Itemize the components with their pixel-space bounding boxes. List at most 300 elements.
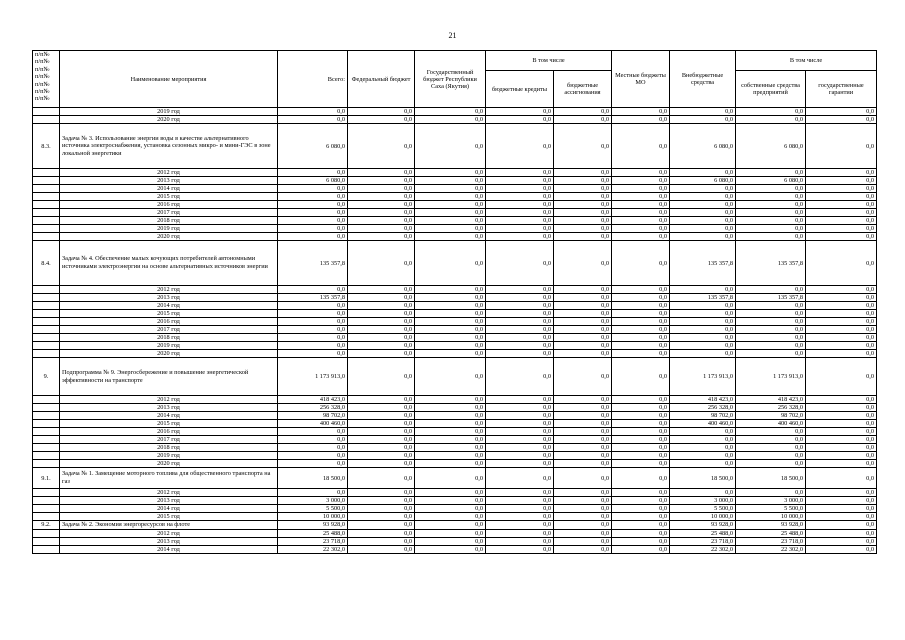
row-value: 0,0 xyxy=(612,460,670,468)
row-value: 23 718,0 xyxy=(670,537,736,545)
row-value: 1 173 913,0 xyxy=(278,358,348,396)
row-name: Задача № 4. Обеспечение малых кочующих потребителей автономными источниками электроэнергии на основе альтернативных источников энергии xyxy=(60,241,278,286)
row-value: 0,0 xyxy=(554,428,612,436)
row-value: 0,0 xyxy=(670,193,736,201)
row-value: 0,0 xyxy=(415,302,486,310)
row-value: 0,0 xyxy=(278,108,348,116)
row-value: 0,0 xyxy=(415,193,486,201)
row-value: 0,0 xyxy=(670,233,736,241)
row-value: 0,0 xyxy=(348,521,415,530)
table-row xyxy=(33,225,877,233)
row-value: 0,0 xyxy=(486,396,554,404)
row-value: 0,0 xyxy=(612,358,670,396)
header-num xyxy=(33,51,60,108)
row-value: 0,0 xyxy=(554,452,612,460)
row-value: 0,0 xyxy=(348,294,415,302)
row-index xyxy=(33,537,60,545)
row-value: 0,0 xyxy=(670,452,736,460)
row-value: 22 302,0 xyxy=(670,545,736,553)
row-value: 0,0 xyxy=(486,209,554,217)
row-value: 0,0 xyxy=(278,444,348,452)
row-value: 98 702,0 xyxy=(736,412,806,420)
row-value: 135 357,8 xyxy=(670,241,736,286)
row-value: 0,0 xyxy=(612,217,670,225)
row-value: 0,0 xyxy=(554,209,612,217)
row-value: 0,0 xyxy=(806,468,877,489)
table-row xyxy=(33,169,877,177)
row-value: 0,0 xyxy=(278,217,348,225)
row-value: 0,0 xyxy=(348,241,415,286)
row-value: 0,0 xyxy=(670,310,736,318)
row-value: 0,0 xyxy=(486,169,554,177)
row-value: 0,0 xyxy=(670,342,736,350)
row-value: 0,0 xyxy=(806,436,877,444)
row-value: 0,0 xyxy=(806,444,877,452)
row-value: 135 357,8 xyxy=(278,294,348,302)
budget-table xyxy=(32,50,877,554)
row-index xyxy=(33,217,60,225)
row-value: 0,0 xyxy=(554,505,612,513)
row-value: 0,0 xyxy=(806,513,877,521)
row-value: 0,0 xyxy=(278,310,348,318)
row-value: 0,0 xyxy=(612,169,670,177)
row-value: 0,0 xyxy=(806,545,877,553)
row-value: 0,0 xyxy=(486,489,554,497)
row-value: 0,0 xyxy=(415,108,486,116)
row-value: 0,0 xyxy=(415,124,486,169)
row-value: 0,0 xyxy=(348,350,415,358)
row-value: 0,0 xyxy=(415,225,486,233)
row-value: 0,0 xyxy=(612,302,670,310)
row-value: 0,0 xyxy=(806,404,877,412)
row-value: 0,0 xyxy=(806,302,877,310)
row-value: 0,0 xyxy=(736,225,806,233)
row-value: 0,0 xyxy=(612,537,670,545)
row-index xyxy=(33,233,60,241)
row-value: 0,0 xyxy=(415,545,486,553)
row-value: 0,0 xyxy=(736,489,806,497)
row-value: 0,0 xyxy=(554,342,612,350)
row-value: 0,0 xyxy=(415,294,486,302)
row-year: 2015 год xyxy=(60,420,278,428)
row-value: 0,0 xyxy=(278,201,348,209)
row-value: 6 080,0 xyxy=(278,124,348,169)
row-value: 0,0 xyxy=(806,396,877,404)
row-index xyxy=(33,404,60,412)
row-value: 0,0 xyxy=(415,326,486,334)
row-value: 0,0 xyxy=(670,489,736,497)
header-name: Наименование мероприятия xyxy=(60,51,278,108)
row-value: 0,0 xyxy=(486,108,554,116)
table-row xyxy=(33,350,877,358)
row-value: 0,0 xyxy=(806,412,877,420)
row-value: 0,0 xyxy=(554,193,612,201)
row-index xyxy=(33,529,60,537)
row-value: 22 302,0 xyxy=(278,545,348,553)
row-value: 0,0 xyxy=(670,217,736,225)
row-value: 0,0 xyxy=(348,342,415,350)
row-value: 0,0 xyxy=(278,350,348,358)
table-row xyxy=(33,444,877,452)
row-value: 0,0 xyxy=(806,201,877,209)
row-value: 0,0 xyxy=(278,286,348,294)
table-row xyxy=(33,420,877,428)
row-year: 2014 год xyxy=(60,545,278,553)
row-index: 9. xyxy=(33,358,60,396)
row-value: 0,0 xyxy=(612,396,670,404)
row-value: 0,0 xyxy=(348,209,415,217)
table-row xyxy=(33,460,877,468)
table-row xyxy=(33,342,877,350)
row-value: 0,0 xyxy=(554,537,612,545)
row-value: 0,0 xyxy=(486,452,554,460)
row-value: 0,0 xyxy=(486,302,554,310)
row-value: 0,0 xyxy=(278,436,348,444)
table-row xyxy=(33,452,877,460)
row-year: 2020 год xyxy=(60,116,278,124)
table-row xyxy=(33,241,877,286)
row-value: 0,0 xyxy=(612,318,670,326)
row-value: 0,0 xyxy=(278,209,348,217)
row-value: 0,0 xyxy=(670,302,736,310)
row-value: 0,0 xyxy=(806,209,877,217)
row-value: 0,0 xyxy=(415,342,486,350)
row-index xyxy=(33,225,60,233)
row-value: 0,0 xyxy=(348,310,415,318)
table-row xyxy=(33,537,877,545)
row-value: 0,0 xyxy=(612,201,670,209)
row-value: 0,0 xyxy=(806,193,877,201)
row-year: 2019 год xyxy=(60,452,278,460)
table-row xyxy=(33,302,877,310)
row-value: 0,0 xyxy=(670,436,736,444)
row-index xyxy=(33,497,60,505)
row-value: 135 357,8 xyxy=(736,294,806,302)
row-value: 135 357,8 xyxy=(670,294,736,302)
row-year: 2020 год xyxy=(60,350,278,358)
row-value: 0,0 xyxy=(612,116,670,124)
row-value: 0,0 xyxy=(806,310,877,318)
row-index xyxy=(33,444,60,452)
row-value: 0,0 xyxy=(486,233,554,241)
row-value: 0,0 xyxy=(736,233,806,241)
row-year: 2016 год xyxy=(60,201,278,209)
row-value: 0,0 xyxy=(612,468,670,489)
row-value: 0,0 xyxy=(415,241,486,286)
row-value: 0,0 xyxy=(736,193,806,201)
row-value: 0,0 xyxy=(486,420,554,428)
row-value: 0,0 xyxy=(348,420,415,428)
row-value: 0,0 xyxy=(612,436,670,444)
row-value: 1 173 913,0 xyxy=(670,358,736,396)
row-value: 0,0 xyxy=(486,294,554,302)
row-value: 10 000,0 xyxy=(736,513,806,521)
header-incl-2: В том числе xyxy=(736,51,877,71)
row-value: 0,0 xyxy=(554,468,612,489)
header-total: Всего: xyxy=(278,51,348,108)
row-value: 400 460,0 xyxy=(278,420,348,428)
row-value: 0,0 xyxy=(554,489,612,497)
row-value: 0,0 xyxy=(736,452,806,460)
row-value: 0,0 xyxy=(806,497,877,505)
row-value: 0,0 xyxy=(415,444,486,452)
row-value: 0,0 xyxy=(415,396,486,404)
row-index xyxy=(33,108,60,116)
row-index xyxy=(33,326,60,334)
row-value: 0,0 xyxy=(670,318,736,326)
row-value: 5 500,0 xyxy=(670,505,736,513)
row-value: 0,0 xyxy=(612,334,670,342)
row-year: 2013 год xyxy=(60,177,278,185)
row-value: 0,0 xyxy=(415,505,486,513)
row-value: 0,0 xyxy=(486,497,554,505)
row-value: 0,0 xyxy=(612,342,670,350)
row-value: 3 000,0 xyxy=(736,497,806,505)
row-value: 0,0 xyxy=(736,169,806,177)
row-value: 0,0 xyxy=(670,460,736,468)
row-value: 0,0 xyxy=(554,177,612,185)
header-guar: государственные гарантии xyxy=(806,71,877,108)
row-value: 0,0 xyxy=(670,116,736,124)
row-value: 0,0 xyxy=(670,326,736,334)
row-value: 0,0 xyxy=(612,294,670,302)
row-value: 0,0 xyxy=(554,116,612,124)
row-value: 0,0 xyxy=(415,334,486,342)
table-row xyxy=(33,201,877,209)
row-value: 93 928,0 xyxy=(278,521,348,530)
row-value: 0,0 xyxy=(486,537,554,545)
row-index xyxy=(33,505,60,513)
row-year: 2012 год xyxy=(60,396,278,404)
row-value: 0,0 xyxy=(486,428,554,436)
row-year: 2020 год xyxy=(60,233,278,241)
table-row xyxy=(33,185,877,193)
row-value: 23 718,0 xyxy=(278,537,348,545)
table-row xyxy=(33,209,877,217)
table-row xyxy=(33,318,877,326)
row-index xyxy=(33,350,60,358)
row-value: 0,0 xyxy=(486,193,554,201)
row-value: 0,0 xyxy=(554,201,612,209)
table-row xyxy=(33,396,877,404)
row-year: 2015 год xyxy=(60,513,278,521)
row-value: 0,0 xyxy=(486,334,554,342)
row-index xyxy=(33,201,60,209)
table-row xyxy=(33,177,877,185)
row-value: 256 328,0 xyxy=(278,404,348,412)
row-value: 0,0 xyxy=(670,350,736,358)
row-value: 0,0 xyxy=(486,124,554,169)
row-value: 0,0 xyxy=(486,318,554,326)
row-value: 0,0 xyxy=(348,302,415,310)
row-value: 0,0 xyxy=(415,420,486,428)
row-value: 0,0 xyxy=(806,241,877,286)
row-index xyxy=(33,169,60,177)
row-index xyxy=(33,396,60,404)
row-value: 135 357,8 xyxy=(278,241,348,286)
row-value: 0,0 xyxy=(278,428,348,436)
row-index xyxy=(33,209,60,217)
row-year: 2017 год xyxy=(60,209,278,217)
row-value: 0,0 xyxy=(806,225,877,233)
row-year: 2013 год xyxy=(60,294,278,302)
row-value: 0,0 xyxy=(554,529,612,537)
row-value: 0,0 xyxy=(670,185,736,193)
row-value: 0,0 xyxy=(348,452,415,460)
row-value: 0,0 xyxy=(554,217,612,225)
row-value: 0,0 xyxy=(612,241,670,286)
row-value: 22 302,0 xyxy=(736,545,806,553)
row-value: 0,0 xyxy=(736,302,806,310)
row-value: 0,0 xyxy=(486,241,554,286)
row-value: 0,0 xyxy=(806,537,877,545)
row-year: 2012 год xyxy=(60,286,278,294)
row-value: 93 928,0 xyxy=(736,521,806,530)
table-row xyxy=(33,108,877,116)
row-value: 23 718,0 xyxy=(736,537,806,545)
row-value: 0,0 xyxy=(348,217,415,225)
row-year: 2014 год xyxy=(60,185,278,193)
row-value: 0,0 xyxy=(670,444,736,452)
header-budget-assign: бюджетные ассигнования xyxy=(554,71,612,108)
row-value: 0,0 xyxy=(486,513,554,521)
row-value: 0,0 xyxy=(806,420,877,428)
row-value: 0,0 xyxy=(415,217,486,225)
row-value: 0,0 xyxy=(736,217,806,225)
row-value: 0,0 xyxy=(670,428,736,436)
row-value: 0,0 xyxy=(486,177,554,185)
row-value: 0,0 xyxy=(554,521,612,530)
row-value: 0,0 xyxy=(486,326,554,334)
row-value: 98 702,0 xyxy=(278,412,348,420)
row-name: Задача № 3. Использование энергии воды в качестве альтернативного источника электроснабжения, установка сезонных микро- и мини-ГЭС в зоне локальной энергетики xyxy=(60,124,278,169)
row-year: 2016 год xyxy=(60,428,278,436)
row-value: 0,0 xyxy=(554,225,612,233)
row-value: 0,0 xyxy=(554,444,612,452)
table-row xyxy=(33,545,877,553)
row-value: 0,0 xyxy=(415,116,486,124)
row-year: 2013 год xyxy=(60,497,278,505)
row-value: 0,0 xyxy=(554,326,612,334)
row-value: 0,0 xyxy=(486,444,554,452)
row-value: 418 423,0 xyxy=(278,396,348,404)
row-value: 0,0 xyxy=(806,489,877,497)
row-value: 256 328,0 xyxy=(670,404,736,412)
header-num-line: п/п№ xyxy=(35,95,50,103)
row-value: 0,0 xyxy=(612,428,670,436)
row-year: 2014 год xyxy=(60,302,278,310)
row-index xyxy=(33,193,60,201)
row-value: 3 000,0 xyxy=(278,497,348,505)
row-year: 2014 год xyxy=(60,412,278,420)
row-value: 0,0 xyxy=(554,513,612,521)
row-index xyxy=(33,116,60,124)
row-value: 18 500,0 xyxy=(278,468,348,489)
row-value: 0,0 xyxy=(348,334,415,342)
row-index xyxy=(33,513,60,521)
header-num-line: п/п№ xyxy=(35,80,50,88)
row-index: 8.4. xyxy=(33,241,60,286)
row-value: 0,0 xyxy=(278,489,348,497)
header-num-line: п/п№ xyxy=(35,73,50,81)
row-value: 0,0 xyxy=(486,404,554,412)
row-value: 6 080,0 xyxy=(736,124,806,169)
table-row xyxy=(33,529,877,537)
row-value: 0,0 xyxy=(554,460,612,468)
row-value: 0,0 xyxy=(806,342,877,350)
row-value: 0,0 xyxy=(612,505,670,513)
row-value: 0,0 xyxy=(554,169,612,177)
row-value: 0,0 xyxy=(554,412,612,420)
row-value: 0,0 xyxy=(670,225,736,233)
row-value: 0,0 xyxy=(612,209,670,217)
row-value: 0,0 xyxy=(736,201,806,209)
row-value: 0,0 xyxy=(554,420,612,428)
row-value: 0,0 xyxy=(415,350,486,358)
row-year: 2017 год xyxy=(60,436,278,444)
row-value: 0,0 xyxy=(278,318,348,326)
row-value: 0,0 xyxy=(348,108,415,116)
row-index: 9.1. xyxy=(33,468,60,489)
row-index xyxy=(33,420,60,428)
row-value: 0,0 xyxy=(348,233,415,241)
row-value: 0,0 xyxy=(278,233,348,241)
row-year: 2019 год xyxy=(60,342,278,350)
table-row xyxy=(33,116,877,124)
row-index xyxy=(33,460,60,468)
row-value: 0,0 xyxy=(415,404,486,412)
row-value: 0,0 xyxy=(415,489,486,497)
row-value: 0,0 xyxy=(806,124,877,169)
row-value: 0,0 xyxy=(612,489,670,497)
row-value: 0,0 xyxy=(486,412,554,420)
table-row xyxy=(33,404,877,412)
row-value: 0,0 xyxy=(278,302,348,310)
table-body xyxy=(33,108,877,554)
row-value: 0,0 xyxy=(278,225,348,233)
table-row xyxy=(33,233,877,241)
row-value: 0,0 xyxy=(415,358,486,396)
row-value: 0,0 xyxy=(415,537,486,545)
table-row xyxy=(33,193,877,201)
row-value: 0,0 xyxy=(806,177,877,185)
table-row xyxy=(33,521,877,530)
row-value: 0,0 xyxy=(806,358,877,396)
row-value: 0,0 xyxy=(806,326,877,334)
header-extra: Внебюджетные средства xyxy=(670,51,736,108)
row-value: 10 000,0 xyxy=(670,513,736,521)
header-num-line: п/п№ xyxy=(35,65,50,73)
row-value: 0,0 xyxy=(670,108,736,116)
row-year: 2015 год xyxy=(60,310,278,318)
row-index xyxy=(33,294,60,302)
row-index xyxy=(33,452,60,460)
row-value: 0,0 xyxy=(806,169,877,177)
header-num-line: п/п№ xyxy=(35,58,50,66)
row-value: 0,0 xyxy=(415,513,486,521)
row-value: 0,0 xyxy=(612,185,670,193)
row-value: 0,0 xyxy=(486,529,554,537)
table-row xyxy=(33,513,877,521)
row-value: 93 928,0 xyxy=(670,521,736,530)
row-value: 0,0 xyxy=(348,537,415,545)
row-value: 0,0 xyxy=(554,334,612,342)
row-value: 0,0 xyxy=(612,225,670,233)
row-value: 0,0 xyxy=(415,529,486,537)
table-row xyxy=(33,334,877,342)
table-row xyxy=(33,294,877,302)
row-index xyxy=(33,185,60,193)
